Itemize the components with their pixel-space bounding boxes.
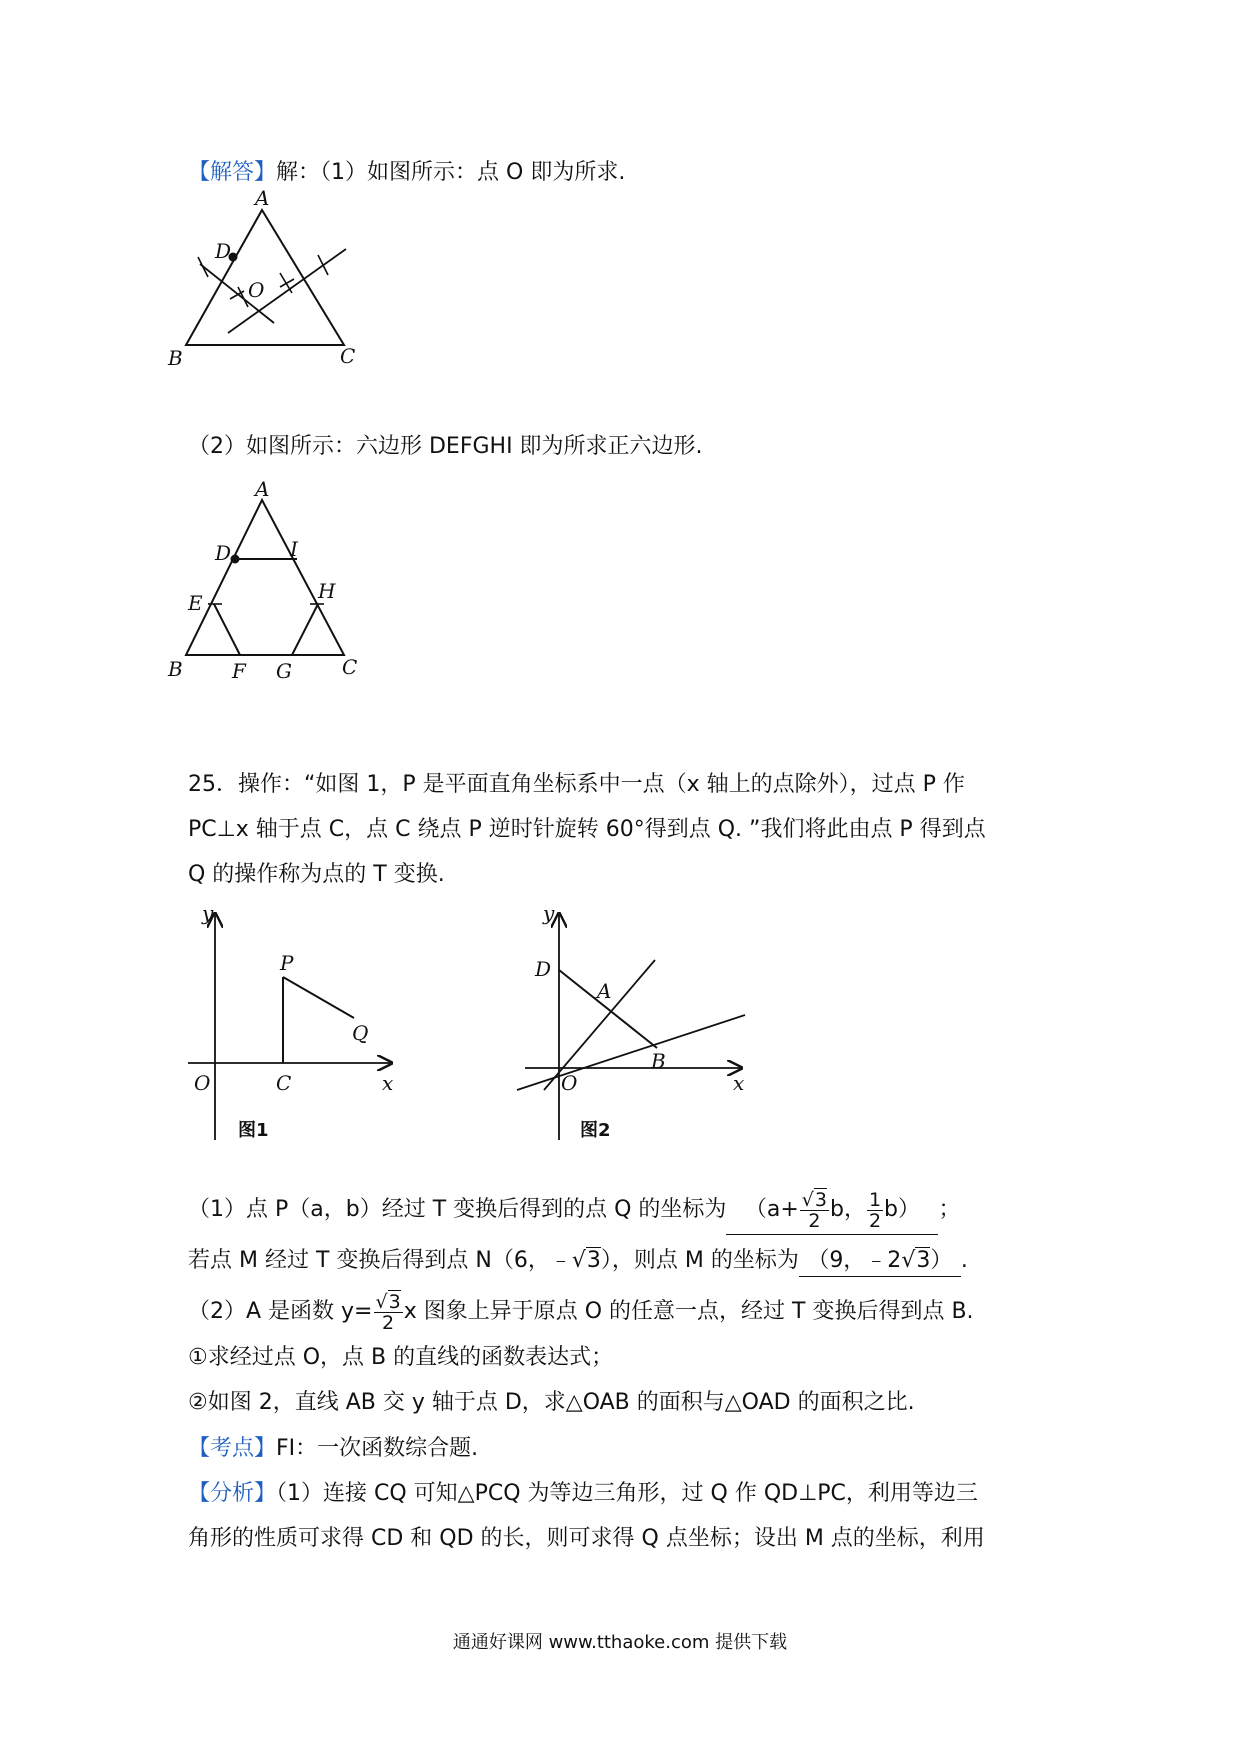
figure2-caption: 图2 [580,1120,611,1141]
q1-line2-suffix: . [960,1248,968,1273]
label-D: D [215,239,232,263]
q1-answer [726,1186,938,1235]
problem25-line3: Q 的操作称为点的 T 变换. [188,862,445,887]
label-C: C [342,655,358,679]
label-A: A [597,979,612,1003]
q2-item2: ②如图 2，直线 AB 交 y 轴于点 D，求△OAB 的面积与△OAD 的面积之比. [188,1390,915,1415]
label-I: I [290,537,298,561]
figure-triangle-bisectors [160,185,400,375]
q1-line2-sqrt: √3 [571,1248,601,1273]
q1-suffix: ； [938,1197,961,1222]
kaodian-tag: 【考点】 [188,1436,277,1461]
fenxi-line2: 角形的性质可求得 CD 和 QD 的长，则可求得 Q 点坐标；设出 M 点的坐标，利用 [188,1526,985,1551]
q2-suffix: x 图象上异于原点 O 的任意一点，经过 T 变换后得到点 B. [403,1299,974,1324]
answer-tag: 【解答】 [188,160,277,185]
figure-hexagon [160,478,400,688]
q1-frac-half [867,1190,883,1231]
label-C: C [276,1071,292,1095]
problem25-line1: 25．操作：“如图 1，P 是平面直角坐标系中一点（x 轴上的点除外），过点 P 作 [188,772,965,797]
label-O: O [248,278,265,302]
kaodian-text: FI：一次函数综合题. [276,1436,479,1461]
kaodian-line [188,1434,478,1464]
q1-line2-prefix: 若点 M 经过 T 变换后得到点 N（6，﹣ [188,1248,572,1273]
label-B: B [168,657,183,681]
label-O: O [561,1071,578,1095]
label-x: x [382,1071,394,1095]
label-y: y [543,901,555,925]
q2-frac-sqrt3-over-2: $\frac{√3}{2}$ [375,1290,401,1334]
label-A: A [255,478,270,501]
q2-prefix: （2）A 是函数 y= [188,1299,373,1324]
label-B: B [168,346,183,370]
q2-sqrt3: 3 [388,1290,401,1313]
answer-intro: 解：（1）如图所示：点 O 即为所求. [276,160,626,185]
label-H: H [318,579,336,603]
label-B: B [651,1049,666,1073]
q1-line2-mid: ），则点 M 的坐标为 [600,1248,799,1273]
label-G: G [276,659,292,683]
page-footer: 通通好课网 www.tthaoke.com 提供下载 [452,1632,788,1653]
fenxi-line1-text: （1）连接 CQ 可知△PCQ 为等边三角形，过 Q 作 QD⊥PC，利用等边三 [276,1481,978,1506]
q1-line1 [188,1186,960,1235]
figure1-caption: 图1 [238,1120,269,1141]
problem25-line2: PC⊥x 轴于点 C，点 C 绕点 P 逆时针旋转 60°得到点 Q. ”我们将此由点 P 得到点 [188,817,986,842]
q1-line2 [188,1246,968,1277]
q2-den: 2 [382,1311,395,1334]
q1-line2-sqrt3: 3 [586,1248,601,1273]
q1-frac-sqrt3-over-2: $\frac{√3}{2}$ [801,1188,827,1232]
label-P: P [280,951,294,975]
label-E: E [188,591,203,615]
q1-answer-mid: b， [829,1197,866,1222]
label-D: D [215,541,232,565]
label-C: C [340,344,356,368]
q1-answer2-close: ） [930,1248,953,1273]
q2-item1: ①求经过点 O，点 B 的直线的函数表达式； [188,1345,614,1370]
q2-line1 [188,1288,974,1336]
q1-one: 1 [868,1188,882,1211]
label-Q: Q [352,1021,369,1045]
q1-prefix: （1）点 P（a，b）经过 T 变换后得到的点 Q 的坐标为 [188,1197,727,1222]
label-A: A [255,186,270,210]
q1-answer-close: b） [884,1197,921,1222]
label-y: y [202,901,214,925]
fenxi-line1 [188,1479,978,1509]
figure-1 [180,900,405,1150]
q1-den2: 2 [868,1209,882,1232]
q1-den: 2 [808,1209,821,1232]
label-x: x [733,1071,745,1095]
q1-answer2: （9，﹣2√3） [799,1246,961,1277]
q1-answer-open: （a+ [744,1197,799,1222]
figure-2 [505,900,755,1150]
part2-text: （2）如图所示：六边形 DEFGHI 即为所求正六边形. [188,434,703,459]
label-D: D [535,957,552,981]
q1-sqrt3: 3 [814,1188,827,1211]
q1-answer2-sqrt3: 3 [916,1248,931,1273]
answer-heading [188,158,625,188]
label-O: O [194,1071,211,1095]
fenxi-tag: 【分析】 [188,1481,277,1506]
label-F: F [232,659,246,683]
q1-answer2-open: （9，﹣2 [807,1248,902,1273]
